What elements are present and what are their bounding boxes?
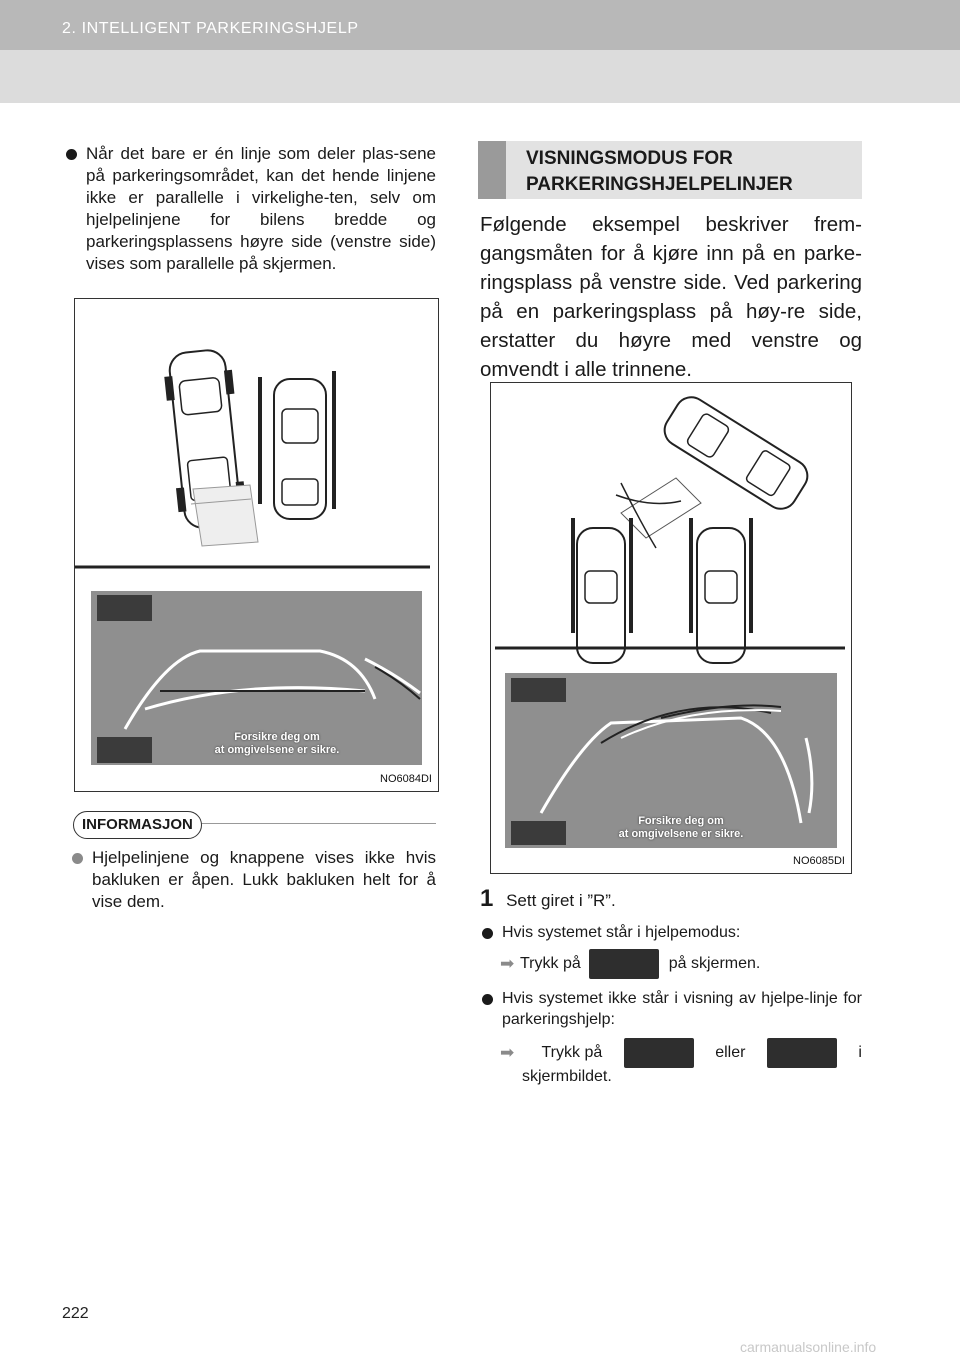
lines-button	[97, 737, 152, 763]
lines-button-2	[511, 821, 566, 845]
info-text: Hjelpelinjene og knappene vises ikke hvis bakluken er åpen. Lukk bakluken helt for å vise dem.	[72, 847, 436, 913]
watermark: carmanualsonline.info	[740, 1339, 877, 1355]
assist-button-2	[511, 678, 566, 702]
arrow1-post-text: på skjermen.	[668, 955, 761, 972]
intro-paragraph: Følgende eksempel beskriver frem-gangsmåten for å kjøre inn på en parke-ringsplass på venstre side. Ved parkering på en parkeringsplass på høy-re side, erstatter du høyre med venstre og omvendt i alle trinnene.	[480, 213, 862, 381]
bullet-text: Når det bare er én linje som deler plas-sene på parkeringsområdet, kan det hende linjene ikke er parallelle i virkelighe-ten, selv om hjelpelinjene for bilens bredde og parkeringsplassens høyre side (venstre side) vises som parallelle på skjermen.	[66, 143, 436, 275]
figure-code-2: NO6085DI	[793, 855, 845, 867]
parked-car-icon	[274, 379, 326, 519]
arrow-instruction-1	[500, 948, 860, 980]
bullet1-text: Hvis systemet står i hjelpemodus:	[482, 922, 862, 943]
arrow2-pre-text: Trykk på	[541, 1044, 603, 1061]
info-paragraph	[72, 847, 436, 913]
not-assist-mode-bullet	[482, 988, 862, 1030]
step-number: 1	[480, 885, 494, 912]
arrow2-mid-text: eller	[715, 1044, 746, 1061]
section-tab	[478, 141, 506, 199]
figure-parking-lines-1	[74, 298, 439, 792]
step-text: Sett giret i ”R”.	[506, 891, 616, 910]
chapter-title: 2. INTELLIGENT PARKERINGSHJELP	[62, 20, 359, 37]
arrow2-post-text: i	[858, 1044, 862, 1061]
figure-parking-lines-2	[490, 382, 852, 874]
arrow2-tail: skjermbildet.	[522, 1068, 612, 1085]
lines-button-b-icon	[767, 1038, 837, 1068]
section-title: VISNINGSMODUS FOR PARKERINGSHJELPELINJER	[526, 148, 793, 195]
arrow-icon: ➡	[500, 954, 515, 973]
parking-illustration-1	[75, 299, 438, 791]
assist-button	[97, 595, 152, 621]
overlay-text-2: Forsikre deg om at omgivelsene er sikre.	[618, 815, 744, 840]
left-bullet-paragraph	[66, 143, 436, 275]
assist-mode-bullet	[482, 922, 862, 943]
figure-code-1: NO6084DI	[380, 773, 432, 785]
arrow1-pre-text: Trykk på	[520, 955, 581, 972]
lines-button-a-icon	[624, 1038, 694, 1068]
bullet2-text: Hvis systemet ikke står i visning av hjelpe-linje for parkeringshjelp:	[482, 988, 862, 1030]
page-header	[0, 0, 960, 103]
arrow-instruction-2	[500, 1037, 862, 1069]
section-heading	[478, 141, 862, 199]
overlay-text-1: Forsikre deg om at omgivelsene er sikre.	[214, 731, 340, 756]
arrow-icon: ➡	[500, 1043, 515, 1062]
parking-illustration-2	[491, 383, 851, 873]
parked-car-left-icon	[577, 528, 625, 663]
step-1	[480, 885, 616, 913]
parked-car-right-icon	[697, 528, 745, 663]
assist-toggle-button-icon	[589, 949, 659, 979]
page-number: 222	[62, 1305, 89, 1322]
info-title: INFORMASJON	[73, 811, 202, 839]
